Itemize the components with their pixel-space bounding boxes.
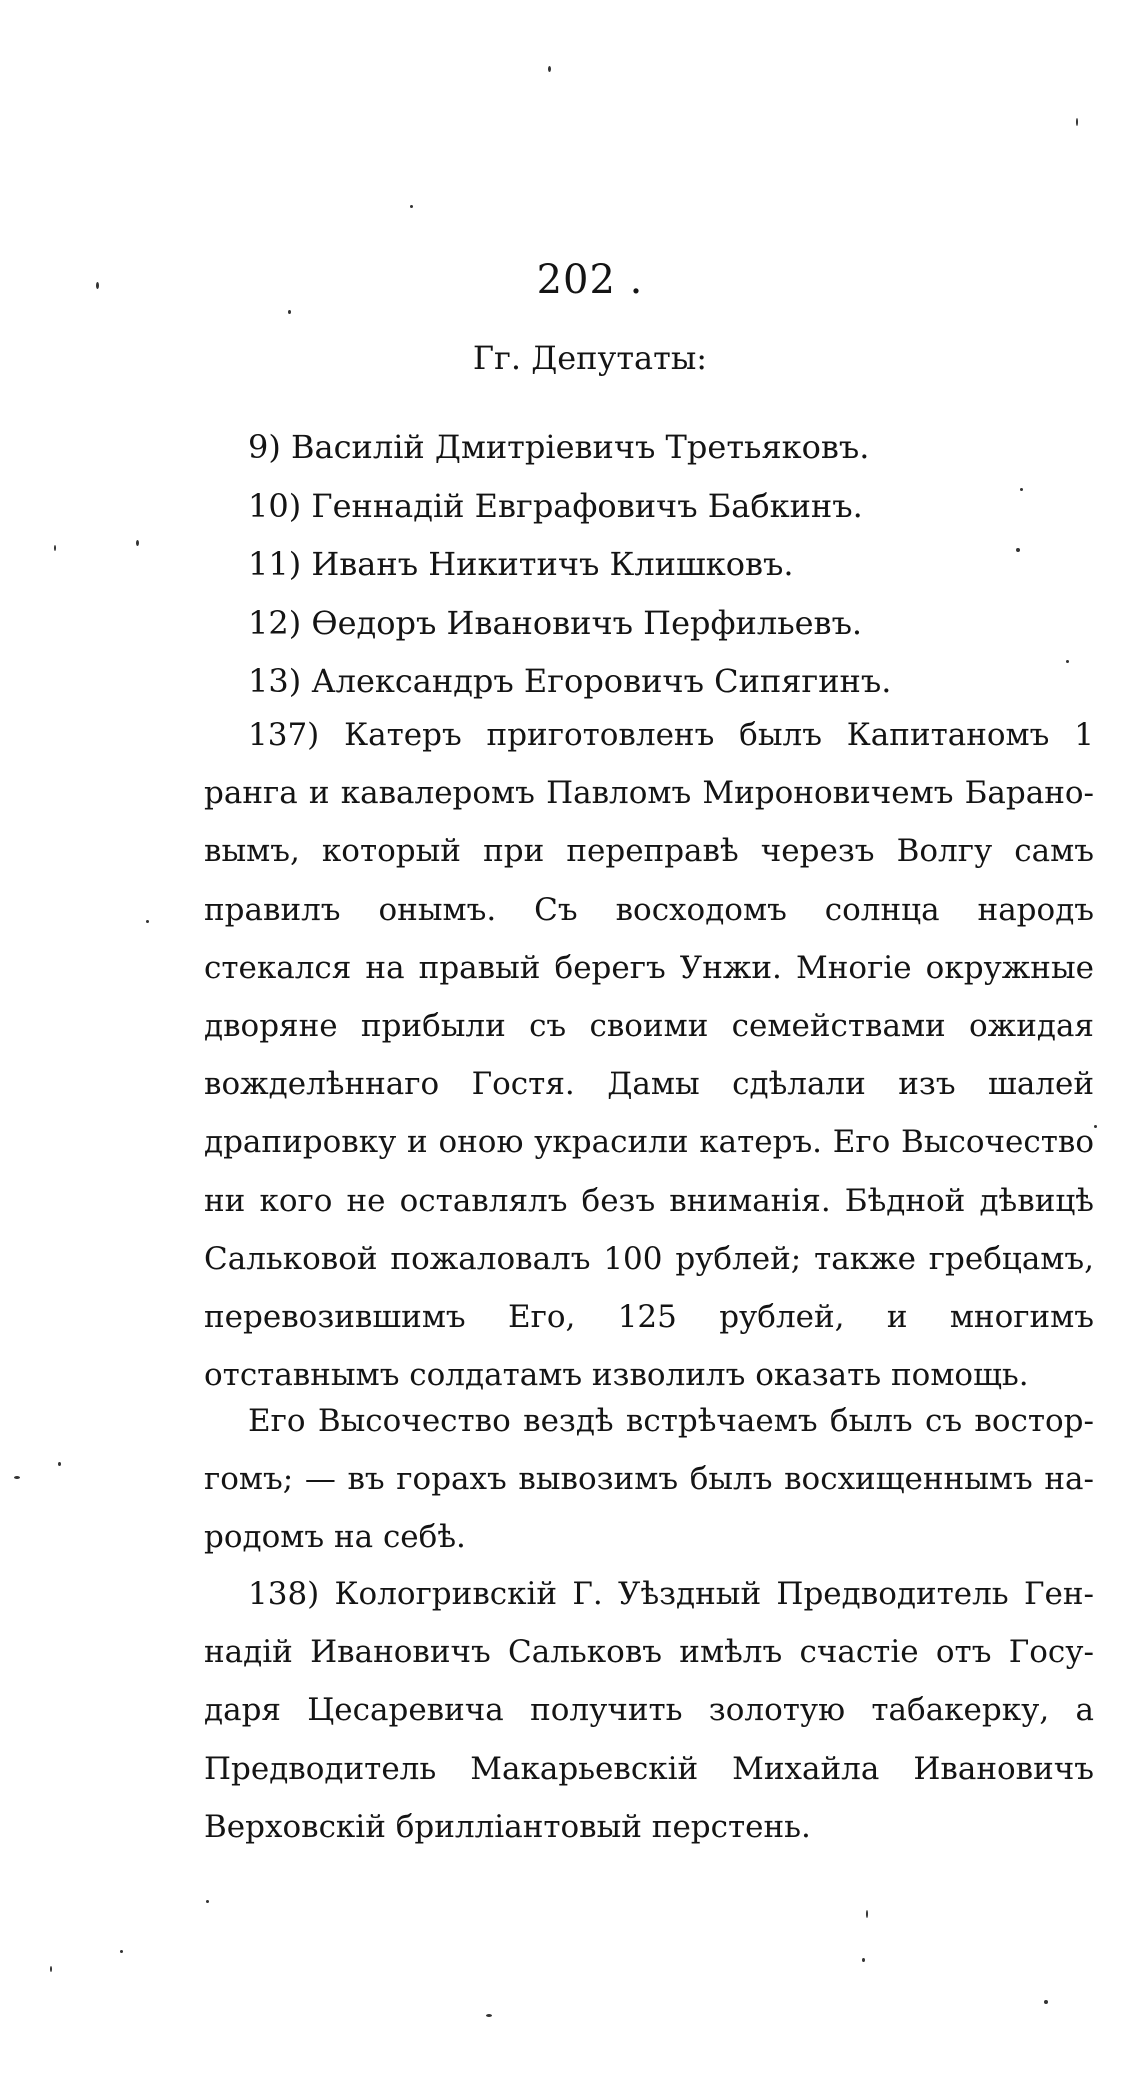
scan-speck [1094,1125,1097,1128]
deputies-list [248,418,891,711]
scan-speck [866,1910,868,1918]
list-item: 9) Василій Дмитріевичъ Третьяковъ. [248,428,870,466]
scan-speck [14,1476,20,1479]
scan-speck [410,205,413,208]
scan-speck [50,1966,52,1972]
list-item: 13) Александръ Егоровичъ Сипягинъ. [248,662,892,700]
scan-speck [206,1900,209,1903]
scan-speck [58,1462,61,1466]
list-item: 12) Ѳедоръ Ивановичъ Перфильевъ. [248,603,863,642]
scan-speck [54,545,56,551]
scan-speck [1076,118,1078,126]
paragraph-137: 137) Катеръ приготовленъ былъ Капитаномъ 1 ранга и кавалеромъ Павломъ Мироновичемъ Барановымъ, который при переправѣ черезъ Волгу самъ правилъ онымъ. Съ восходомъ солнца народъ стекался на правый берегъ Унжи. Многіе окружные дворяне прибыли съ своими семействами ожидая вожделѣннаго Гостя. Дамы сдѣлали изъ шалей драпировку и оною украсили катеръ. Его Высочество ни кого не оставлялъ безъ вниманія. Бѣдной дѣвицѣ Сальковой пожаловалъ 100 рублей; также гребцамъ, перевозившимъ Его, 125 рублей, и многимъ отставнымъ солдатамъ изволилъ оказать помощь. [204,717,1094,1394]
scan-speck [120,1950,123,1953]
scan-speck [136,540,139,546]
page-number: 202 . [536,257,644,303]
paragraph-138: 138) Кологривскій Г. Уѣздный Предводитель Геннадій Ивановичъ Сальковъ имѣлъ счастіе отъ Государя Цесаревича получить золотую табакерку, а Предводитель Макарьевскій Михайла Ивановичъ Верховскій брилліантовый перстень. [204,1576,1094,1845]
scan-speck [1016,548,1020,552]
paragraph-vysochestvo: Его Высочество вездѣ встрѣчаемъ былъ съ восторгомъ; — въ горахъ вывозимъ былъ восхищеннымъ народомъ на себѣ. [204,1403,1094,1556]
scan-speck [1044,2000,1048,2004]
list-item: 10) Геннадій Евграфовичъ Бабкинъ. [248,486,863,525]
scan-speck [548,66,551,72]
scan-speck [862,1958,865,1962]
section-heading: Гг. Депутаты: [472,339,708,377]
scan-speck [96,282,99,289]
list-item: 11) Иванъ Никитичъ Клишковъ. [248,545,794,583]
scan-speck [146,920,149,923]
scan-speck [486,2014,492,2017]
scan-speck [1020,488,1023,491]
scan-speck [288,310,291,314]
scan-speck [1066,660,1069,663]
